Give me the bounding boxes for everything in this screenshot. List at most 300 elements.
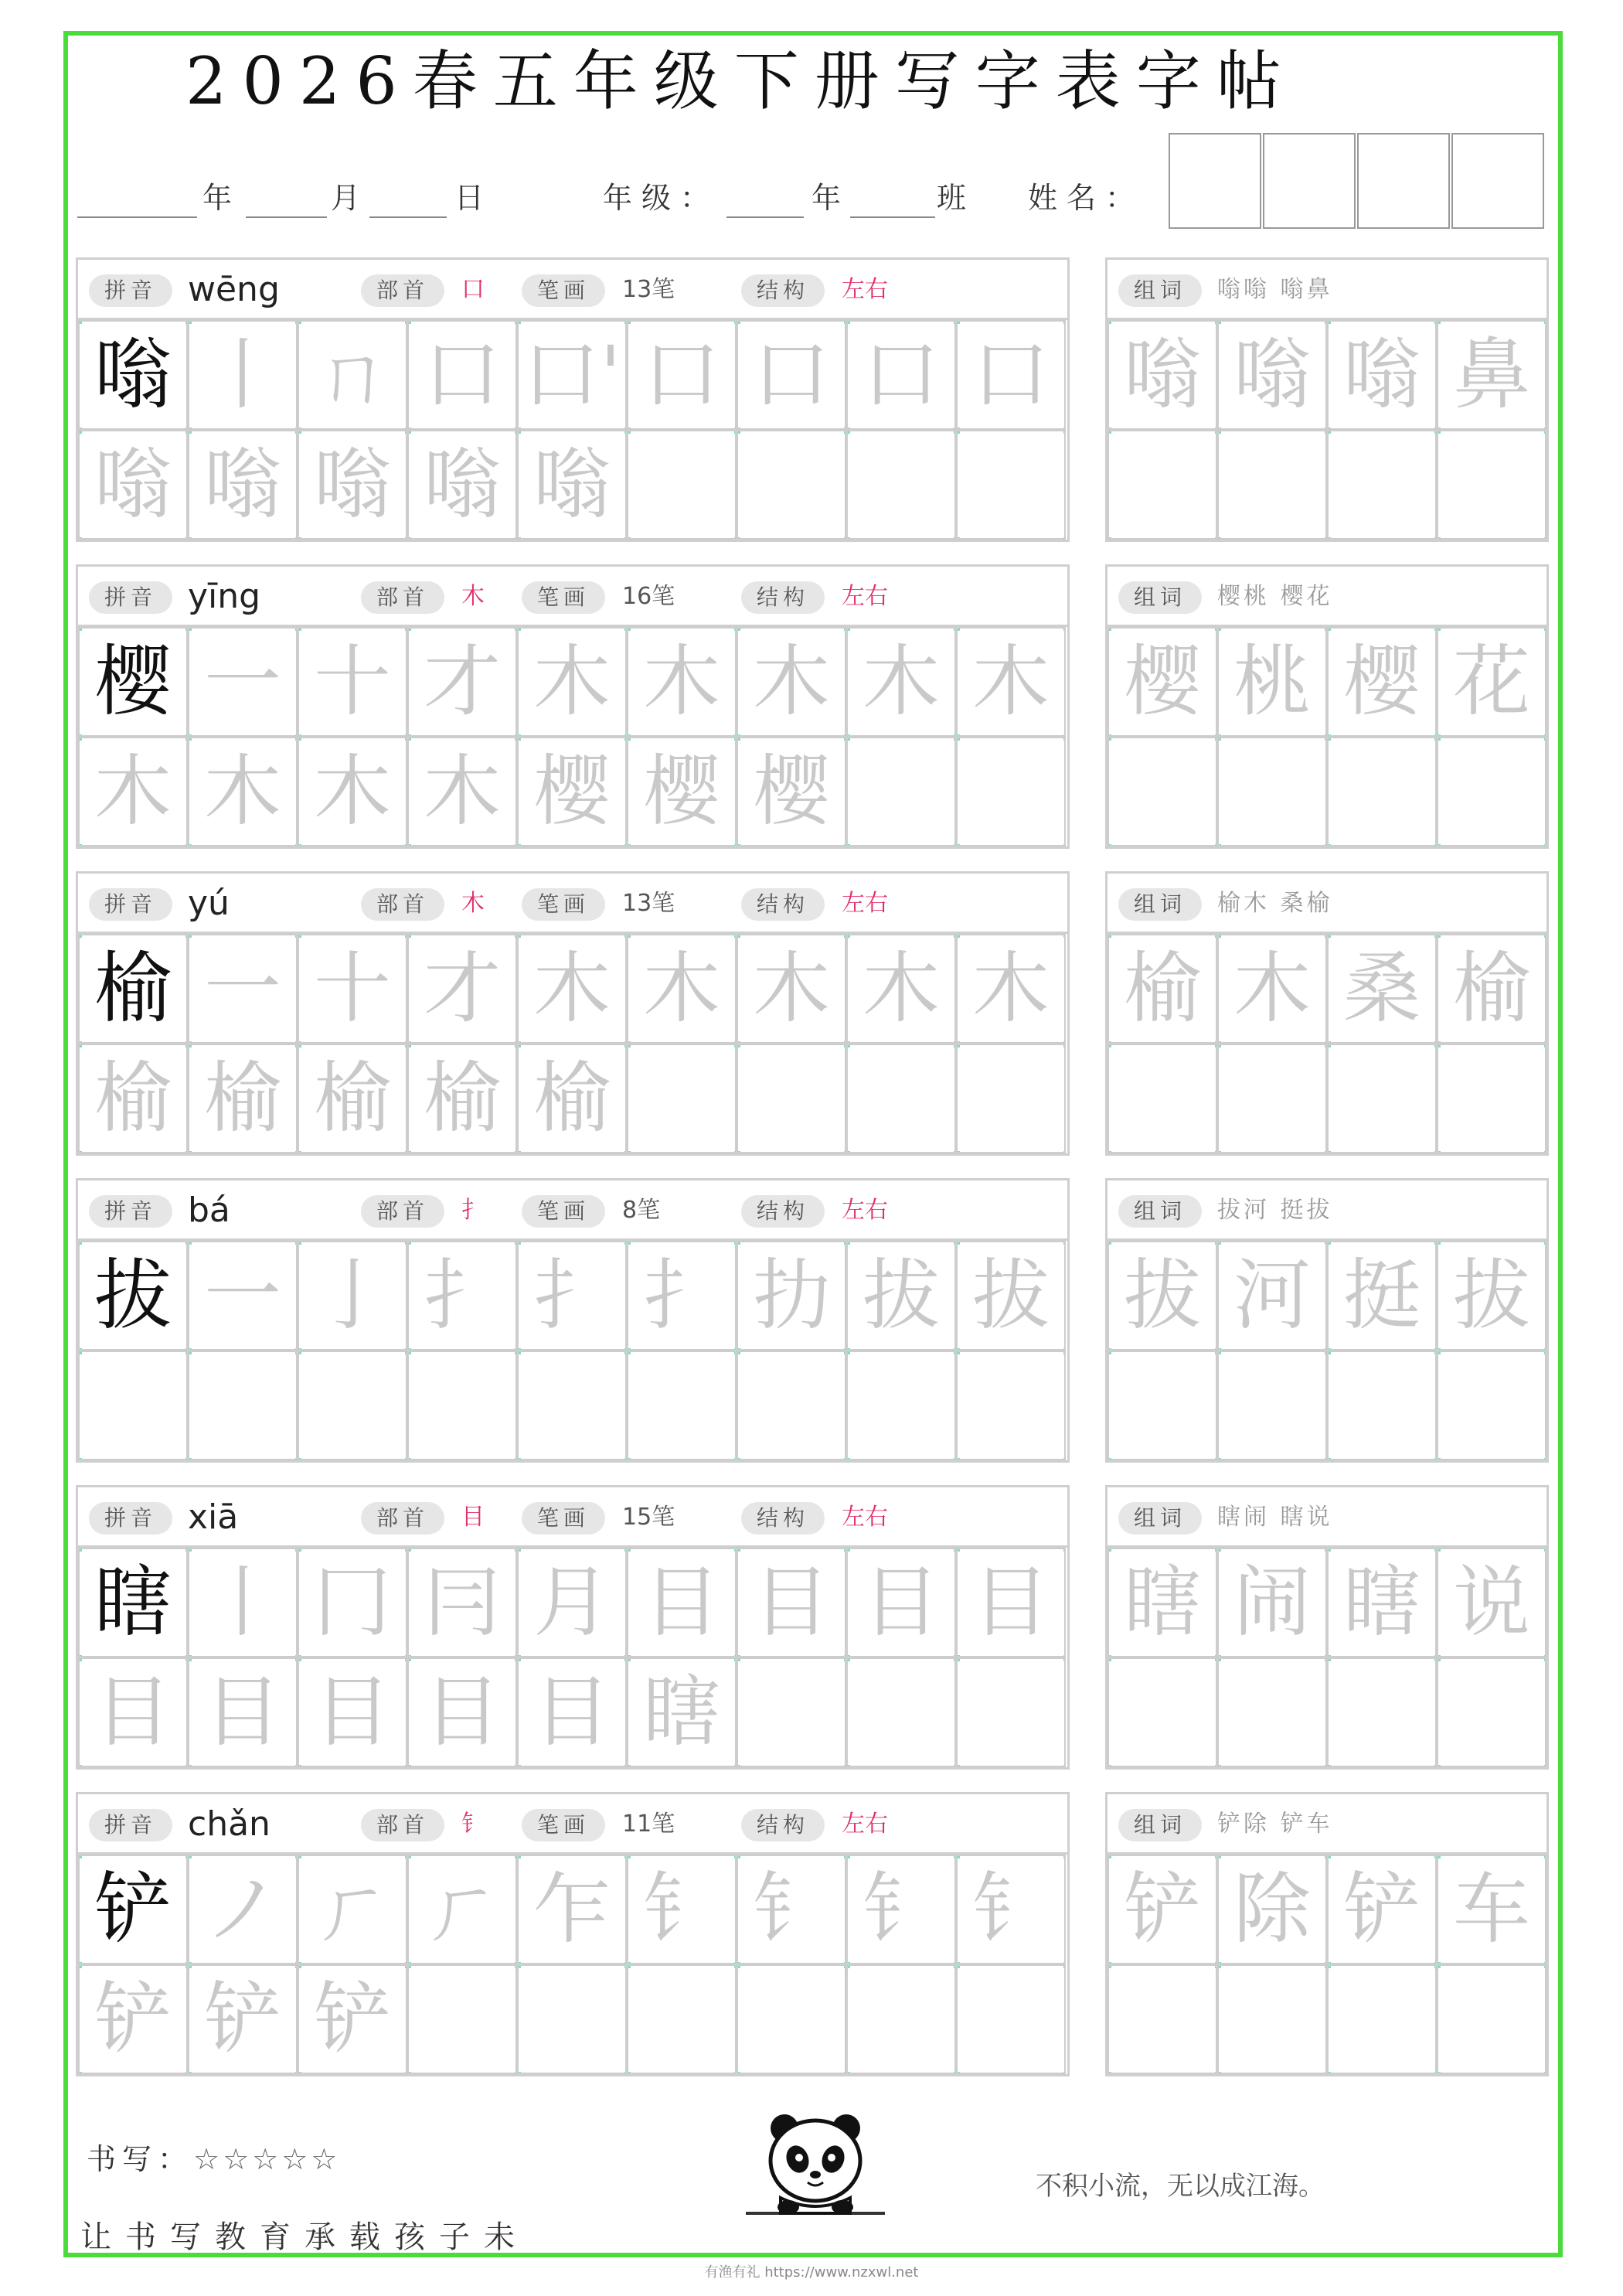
practice-cell[interactable]	[846, 1044, 956, 1153]
grid-corner-mark	[1063, 1151, 1066, 1153]
practice-cell[interactable]	[298, 934, 407, 1044]
grid-corner-mark	[78, 1351, 82, 1354]
stroke-order-trace: 拔	[863, 1250, 940, 1340]
word-practice-cell[interactable]	[1217, 430, 1327, 540]
grid-corner-mark	[517, 2072, 521, 2074]
practice-cell[interactable]	[846, 1351, 956, 1460]
practice-cell[interactable]	[517, 1548, 627, 1657]
grid-corner-mark	[846, 1151, 850, 1153]
words-value: 樱桃 樱花	[1217, 583, 1333, 610]
grid-corner-mark	[846, 1657, 850, 1661]
stroke-order-trace: 亅	[314, 1250, 391, 1340]
practice-cell[interactable]	[956, 1964, 1066, 2074]
stroke-order-trace: 钅	[863, 1864, 940, 1954]
stroke-order-trace: 榆	[204, 1053, 281, 1143]
practice-cell[interactable]	[517, 1855, 627, 1964]
word-practice-cell[interactable]	[1108, 737, 1217, 847]
stroke-order-trace: 木	[533, 636, 611, 727]
word-practice-cell[interactable]	[1217, 1548, 1327, 1657]
practice-cell[interactable]	[956, 934, 1066, 1044]
practice-cell[interactable]	[627, 320, 737, 430]
practice-cell[interactable]	[188, 1964, 298, 2074]
pinyin-value: bá	[188, 1191, 230, 1230]
word-practice-cell[interactable]	[1327, 1241, 1437, 1351]
word-practice-cell[interactable]	[1217, 1964, 1327, 2074]
word-practice-cell[interactable]	[1437, 430, 1546, 540]
word-practice-cell[interactable]	[1217, 934, 1327, 1044]
grid-corner-mark	[956, 1458, 960, 1460]
practice-panel	[76, 564, 1070, 849]
practice-cell[interactable]	[298, 1548, 407, 1657]
word-practice-cell[interactable]	[1217, 1657, 1327, 1767]
practice-cell[interactable]	[846, 737, 956, 847]
word-practice-cell[interactable]	[1217, 627, 1327, 737]
stroke-order-trace: 木	[863, 636, 940, 727]
grid-corner-mark	[298, 1351, 301, 1354]
practice-cell[interactable]	[737, 737, 846, 847]
grid-corner-mark	[846, 430, 850, 434]
practice-cell[interactable]	[627, 1548, 737, 1657]
practice-cell[interactable]	[407, 627, 517, 737]
stroke-order-trace: 铲	[314, 1974, 391, 2064]
words-header	[1108, 874, 1546, 934]
word-practice-cell[interactable]	[1437, 1548, 1546, 1657]
word-practice-cell[interactable]	[1437, 627, 1546, 737]
practice-cell[interactable]	[737, 1351, 846, 1460]
model-char-cell[interactable]	[78, 1548, 188, 1657]
practice-cell[interactable]	[956, 1241, 1066, 1351]
practice-cell[interactable]	[407, 1964, 517, 2074]
grid-corner-mark	[1217, 1351, 1221, 1354]
grid-corner-mark	[846, 844, 850, 847]
practice-cell[interactable]	[737, 1855, 846, 1964]
grid-corner-mark	[1217, 1964, 1221, 1968]
writing-label: 书写：	[87, 2142, 194, 2176]
model-char-cell[interactable]	[78, 320, 188, 430]
words-value: 榆木 桑榆	[1217, 890, 1333, 917]
grid-corner-mark	[1217, 1044, 1221, 1048]
proverb-text: 不积小流，无以成江海。	[1036, 2171, 1325, 2202]
practice-cell[interactable]	[78, 1351, 188, 1460]
practice-cell[interactable]	[188, 737, 298, 847]
word-practice-cell[interactable]	[1108, 1351, 1217, 1460]
class-blank[interactable]	[850, 216, 935, 218]
stroke-order-trace: 钅	[643, 1864, 720, 1954]
grid-corner-mark	[1437, 1657, 1441, 1661]
practice-cell[interactable]	[188, 430, 298, 540]
stroke-count: 13笔	[622, 276, 675, 303]
practice-cell[interactable]	[737, 934, 846, 1044]
strokes-tag: 笔画	[522, 1195, 605, 1228]
char-info-header	[78, 1794, 1067, 1855]
stroke-order-trace: 樱	[753, 746, 830, 836]
grid-corner-mark	[737, 1964, 740, 1968]
practice-cell[interactable]	[407, 737, 517, 847]
stroke-order-trace: 丨	[204, 329, 281, 420]
stroke-order-trace: 口'	[522, 329, 621, 420]
word-practice-cell[interactable]	[1437, 1657, 1546, 1767]
practice-cell[interactable]	[956, 737, 1066, 847]
grid-corner-mark	[1544, 737, 1546, 741]
grid-corner-mark	[1327, 430, 1331, 434]
practice-cell[interactable]	[627, 1964, 737, 2074]
practice-cell[interactable]	[407, 1548, 517, 1657]
practice-cell[interactable]	[517, 1657, 627, 1767]
word-practice-cell[interactable]	[1327, 737, 1437, 847]
practice-cell[interactable]	[298, 737, 407, 847]
practice-cell[interactable]	[517, 1964, 627, 2074]
word-panel	[1105, 564, 1549, 849]
stroke-order-trace: 十	[314, 943, 391, 1034]
grid-corner-mark	[737, 1657, 740, 1661]
stroke-order-trace: 嗡	[204, 439, 281, 530]
grid-corner-mark	[1437, 1458, 1441, 1460]
stroke-order-trace: 嗡	[424, 439, 501, 530]
word-practice-cell[interactable]	[1437, 1964, 1546, 2074]
words-value: 铲除 铲车	[1217, 1811, 1333, 1838]
practice-cell[interactable]	[846, 1241, 956, 1351]
practice-cell[interactable]	[188, 1855, 298, 1964]
practice-cell[interactable]	[737, 1044, 846, 1153]
practice-cell[interactable]	[956, 430, 1066, 540]
practice-cell[interactable]	[298, 627, 407, 737]
practice-cell[interactable]	[846, 934, 956, 1044]
practice-cell[interactable]	[846, 320, 956, 430]
grid-corner-mark	[1437, 844, 1441, 847]
grid-corner-mark	[1217, 1151, 1221, 1153]
practice-cell[interactable]	[407, 430, 517, 540]
practice-cell[interactable]	[298, 430, 407, 540]
grid-corner-mark	[188, 1351, 192, 1354]
grid-corner-mark	[627, 430, 631, 434]
word-practice-cell[interactable]	[1327, 1855, 1437, 1964]
practice-cell[interactable]	[78, 1657, 188, 1767]
model-char: 榆	[94, 943, 172, 1034]
grid-corner-mark	[1063, 1458, 1066, 1460]
char-info-header	[78, 260, 1067, 320]
word-practice-cell[interactable]	[1327, 1964, 1437, 2074]
word-trace-char: 挺	[1343, 1250, 1421, 1340]
practice-cell[interactable]	[188, 1241, 298, 1351]
word-panel	[1105, 871, 1549, 1156]
grid-corner-mark	[1217, 1458, 1221, 1460]
char-info-header	[78, 874, 1067, 934]
practice-cell[interactable]	[298, 1241, 407, 1351]
practice-cell[interactable]	[956, 1657, 1066, 1767]
practice-cell[interactable]	[188, 934, 298, 1044]
name-box-4[interactable]	[1451, 133, 1544, 229]
stroke-order-trace: ノ	[204, 1864, 281, 1954]
name-box-2[interactable]	[1263, 133, 1356, 229]
stroke-order-trace: 目	[204, 1667, 281, 1757]
word-practice-cell[interactable]	[1108, 430, 1217, 540]
structure-value: 左右	[842, 583, 888, 610]
word-practice-cell[interactable]	[1437, 1855, 1546, 1964]
practice-cell[interactable]	[627, 1241, 737, 1351]
grid-corner-mark	[1544, 1964, 1546, 1968]
model-char-cell[interactable]	[78, 934, 188, 1044]
practice-cell[interactable]	[407, 320, 517, 430]
practice-cell[interactable]	[517, 1044, 627, 1153]
practice-cell[interactable]	[627, 1855, 737, 1964]
practice-cell[interactable]	[846, 1657, 956, 1767]
practice-cell[interactable]	[78, 430, 188, 540]
word-practice-cell[interactable]	[1217, 737, 1327, 847]
word-practice-cell[interactable]	[1327, 627, 1437, 737]
words-tag: 组词	[1118, 888, 1202, 921]
word-practice-cell[interactable]	[1327, 1351, 1437, 1460]
practice-cell[interactable]	[298, 1964, 407, 2074]
practice-cell[interactable]	[846, 1548, 956, 1657]
stroke-order-trace: 扐	[753, 1250, 830, 1340]
practice-cell[interactable]	[188, 1044, 298, 1153]
practice-cell[interactable]	[627, 1044, 737, 1153]
word-practice-cell[interactable]	[1217, 320, 1327, 430]
grade-blank[interactable]	[726, 216, 804, 218]
model-char: 铲	[94, 1864, 172, 1954]
grid-corner-mark	[1108, 1458, 1111, 1460]
strokes-tag: 笔画	[522, 1809, 605, 1841]
stroke-order-trace: 铲	[204, 1974, 281, 2064]
word-practice-cell[interactable]	[1217, 1351, 1327, 1460]
practice-cell[interactable]	[407, 1241, 517, 1351]
practice-cell[interactable]	[407, 1657, 517, 1767]
practice-cell[interactable]	[737, 1657, 846, 1767]
word-practice-cell[interactable]	[1217, 1044, 1327, 1153]
word-practice-cell[interactable]	[1327, 1657, 1437, 1767]
grid-corner-mark	[1108, 737, 1111, 741]
grid-corner-mark	[737, 1458, 740, 1460]
grid-corner-mark	[1063, 844, 1066, 847]
grid-corner-mark	[1108, 430, 1111, 434]
word-practice-cell[interactable]	[1108, 934, 1217, 1044]
word-practice-cell[interactable]	[1437, 1351, 1546, 1460]
structure-tag: 结构	[741, 1195, 825, 1228]
structure-tag: 结构	[741, 1809, 825, 1841]
stroke-count: 13笔	[622, 890, 675, 917]
practice-cell[interactable]	[737, 627, 846, 737]
grid-corner-mark	[1437, 1151, 1441, 1153]
word-practice-cell[interactable]	[1437, 320, 1546, 430]
practice-cell[interactable]	[78, 1044, 188, 1153]
grid-corner-mark	[1437, 537, 1441, 540]
words-value: 拔河 挺拔	[1217, 1197, 1333, 1224]
pinyin-value: yú	[188, 884, 230, 923]
grid-corner-mark	[956, 1765, 960, 1767]
name-box-3[interactable]	[1357, 133, 1450, 229]
model-char: 嗡	[94, 329, 172, 420]
practice-cell[interactable]	[627, 1657, 737, 1767]
word-practice-cell[interactable]	[1327, 430, 1437, 540]
practice-cell[interactable]	[846, 430, 956, 540]
stroke-order-trace: 嗡	[314, 439, 391, 530]
word-practice-cell[interactable]	[1327, 934, 1437, 1044]
grid-corner-mark	[1063, 737, 1066, 741]
practice-cell[interactable]	[407, 1351, 517, 1460]
word-practice-cell[interactable]	[1108, 1855, 1217, 1964]
practice-cell[interactable]	[846, 627, 956, 737]
practice-cell[interactable]	[956, 627, 1066, 737]
grid-corner-mark	[1108, 1765, 1111, 1767]
grid-corner-mark	[846, 1964, 850, 1968]
word-practice-cell[interactable]	[1217, 1855, 1327, 1964]
word-practice-cell[interactable]	[1327, 320, 1437, 430]
model-char-cell[interactable]	[78, 627, 188, 737]
practice-cell[interactable]	[956, 320, 1066, 430]
word-practice-cell[interactable]	[1327, 1548, 1437, 1657]
practice-cell[interactable]	[407, 1855, 517, 1964]
practice-cell[interactable]	[298, 1657, 407, 1767]
word-practice-cell[interactable]	[1437, 1044, 1546, 1153]
radical-value: 目	[461, 1504, 485, 1531]
structure-value: 左右	[842, 1504, 888, 1531]
words-header	[1108, 260, 1546, 320]
stroke-order-trace: ㄏ	[314, 1864, 391, 1954]
practice-cell[interactable]	[298, 1855, 407, 1964]
stroke-order-trace: 扌	[424, 1250, 501, 1340]
stroke-order-trace: 冂	[314, 1557, 391, 1647]
grid-corner-mark	[1544, 1151, 1546, 1153]
word-practice-cell[interactable]	[1108, 1548, 1217, 1657]
word-practice-cell[interactable]	[1108, 1964, 1217, 2074]
grid-corner-mark	[1063, 1351, 1066, 1354]
practice-cell[interactable]	[737, 320, 846, 430]
practice-cell[interactable]	[407, 1044, 517, 1153]
practice-cell[interactable]	[298, 320, 407, 430]
grid-corner-mark	[407, 1458, 411, 1460]
word-practice-cell[interactable]	[1108, 1044, 1217, 1153]
word-practice-cell[interactable]	[1217, 1241, 1327, 1351]
practice-cell[interactable]	[188, 1548, 298, 1657]
grid-corner-mark	[1108, 1964, 1111, 1968]
practice-cell[interactable]	[78, 1964, 188, 2074]
word-panel	[1105, 1485, 1549, 1770]
grid-corner-mark	[956, 1151, 960, 1153]
stroke-order-trace: 乍	[533, 1864, 611, 1954]
practice-cell[interactable]	[298, 1351, 407, 1460]
grid-corner-mark	[1217, 430, 1221, 434]
grid-corner-mark	[627, 537, 631, 540]
motto-text: 让书写教育承载孩子未	[80, 2219, 529, 2255]
word-practice-cell[interactable]	[1108, 1241, 1217, 1351]
grid-corner-mark	[1108, 537, 1111, 540]
grid-corner-mark	[1217, 537, 1221, 540]
practice-cell[interactable]	[627, 934, 737, 1044]
model-char-cell[interactable]	[78, 1241, 188, 1351]
practice-cell[interactable]	[78, 737, 188, 847]
word-panel	[1105, 1792, 1549, 2076]
grid-corner-mark	[1327, 1044, 1331, 1048]
words-value: 嗡嗡 嗡鼻	[1217, 276, 1333, 303]
stroke-count: 16笔	[622, 583, 675, 610]
practice-cell[interactable]	[627, 737, 737, 847]
word-practice-cell[interactable]	[1108, 320, 1217, 430]
word-practice-cell[interactable]	[1437, 1241, 1546, 1351]
grid-corner-mark	[956, 537, 960, 540]
practice-cell[interactable]	[517, 934, 627, 1044]
practice-cell[interactable]	[627, 627, 737, 737]
word-practice-cell[interactable]	[1327, 1044, 1437, 1153]
practice-cell[interactable]	[188, 627, 298, 737]
name-box-1[interactable]	[1169, 133, 1261, 229]
grid-corner-mark	[1327, 1151, 1331, 1153]
practice-cell[interactable]	[517, 737, 627, 847]
word-trace-char: 花	[1453, 636, 1530, 727]
grid-corner-mark	[517, 1351, 521, 1354]
practice-cell[interactable]	[956, 1855, 1066, 1964]
rating-stars[interactable]: ☆☆☆☆☆	[193, 2142, 341, 2176]
year-blank[interactable]	[77, 216, 197, 218]
word-practice-cell[interactable]	[1437, 737, 1546, 847]
model-char: 樱	[94, 636, 172, 727]
stroke-order-trace: 十	[314, 636, 391, 727]
word-practice-cell[interactable]	[1437, 934, 1546, 1044]
practice-cell[interactable]	[188, 320, 298, 430]
practice-cell[interactable]	[956, 1548, 1066, 1657]
grid-corner-mark	[298, 1458, 301, 1460]
practice-cell[interactable]	[846, 1964, 956, 2074]
grid-corner-mark	[1217, 2072, 1221, 2074]
day-blank[interactable]	[369, 216, 447, 218]
words-tag: 组词	[1118, 581, 1202, 614]
practice-cell[interactable]	[846, 1855, 956, 1964]
stroke-order-trace: 木	[972, 636, 1050, 727]
practice-cell[interactable]	[627, 1351, 737, 1460]
practice-cell[interactable]	[407, 934, 517, 1044]
model-char-cell[interactable]	[78, 1855, 188, 1964]
grid-corner-mark	[627, 1964, 631, 1968]
strokes-tag: 笔画	[522, 1502, 605, 1535]
practice-cell[interactable]	[517, 1351, 627, 1460]
stroke-order-trace: 榆	[94, 1053, 172, 1143]
stroke-order-trace: 钅	[972, 1864, 1050, 1954]
practice-cell[interactable]	[956, 1351, 1066, 1460]
grid-corner-mark	[1327, 1765, 1331, 1767]
pinyin-value: wēng	[188, 270, 280, 309]
word-practice-cell[interactable]	[1108, 627, 1217, 737]
class-label: 班	[937, 181, 967, 215]
practice-cell[interactable]	[737, 1241, 846, 1351]
month-blank[interactable]	[246, 216, 327, 218]
grid-corner-mark	[188, 1458, 192, 1460]
stroke-order-trace: 樱	[533, 746, 611, 836]
stroke-order-trace: 扌	[643, 1250, 720, 1340]
practice-cell[interactable]	[737, 1964, 846, 2074]
practice-cell[interactable]	[517, 430, 627, 540]
practice-cell[interactable]	[188, 1657, 298, 1767]
grid-corner-mark	[407, 1351, 411, 1354]
practice-cell[interactable]	[737, 1548, 846, 1657]
grid-corner-mark	[1544, 430, 1546, 434]
stroke-count: 11笔	[622, 1811, 675, 1838]
radical-value: 木	[461, 583, 485, 610]
grid-corner-mark	[1217, 1765, 1221, 1767]
structure-tag: 结构	[741, 581, 825, 614]
word-practice-cell[interactable]	[1108, 1657, 1217, 1767]
word-panel	[1105, 1178, 1549, 1463]
practice-cell[interactable]	[188, 1351, 298, 1460]
practice-cell[interactable]	[517, 320, 627, 430]
practice-cell[interactable]	[298, 1044, 407, 1153]
stroke-order-trace: 木	[972, 943, 1050, 1034]
grid-corner-mark	[1437, 1964, 1441, 1968]
practice-cell[interactable]	[627, 430, 737, 540]
practice-cell[interactable]	[956, 1044, 1066, 1153]
practice-cell[interactable]	[737, 430, 846, 540]
word-trace-char: 拔	[1453, 1250, 1530, 1340]
practice-cell[interactable]	[517, 627, 627, 737]
practice-cell[interactable]	[517, 1241, 627, 1351]
